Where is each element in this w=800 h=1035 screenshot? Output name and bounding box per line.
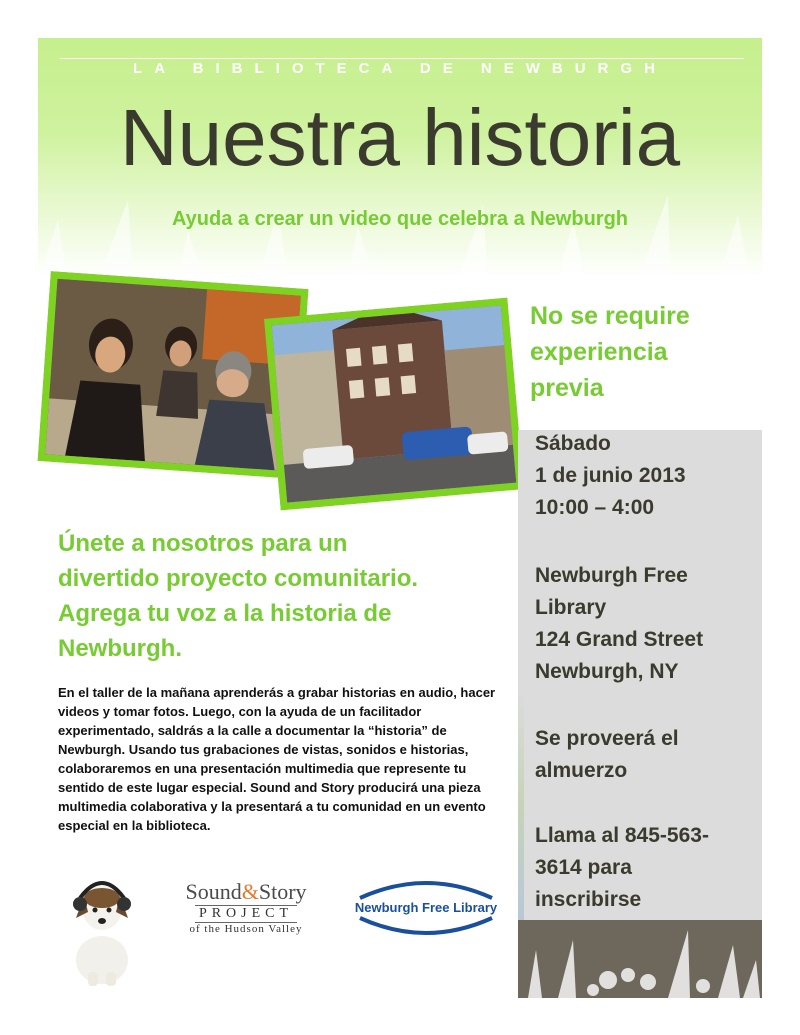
hudson-valley-label: of the Hudson Valley [189, 923, 303, 935]
street-photo [264, 298, 524, 511]
registration-call [535, 820, 709, 916]
newburgh-library-logo [348, 874, 504, 940]
sound-story-logo [162, 880, 330, 942]
dog-headphones-image [62, 868, 142, 986]
call-line: 3614 para [535, 856, 632, 879]
lunch-line: Se proveerá el [535, 727, 679, 750]
event-location [535, 560, 703, 688]
no-experience-line: experiencia [530, 338, 668, 366]
library-kicker: LA BIBLIOTECA DE NEWBURGH [133, 60, 667, 77]
ampersand: & [241, 879, 259, 904]
page-subtitle: Ayuda a crear un video que celebra a Newburgh [171, 208, 629, 230]
workshop-photo [38, 271, 309, 479]
location-line: Newburgh Free [535, 564, 688, 587]
location-line: 124 Grand Street [535, 628, 704, 651]
no-experience-line: previa [530, 374, 604, 402]
date-full: 1 de junio 2013 [535, 464, 686, 487]
invitation-heading [58, 526, 498, 666]
no-experience-note [530, 298, 760, 406]
location-line: Newburgh, NY [535, 660, 679, 683]
sound-word: Sound [185, 879, 242, 904]
header-rule [60, 58, 744, 59]
invitation-line: Agrega tu voz a la historia de [58, 600, 392, 627]
location-line: Library [535, 596, 607, 619]
library-logo-text: Newburgh Free Library [354, 900, 498, 915]
date-day: Sábado [535, 432, 611, 455]
call-line: Llama al 845-563- [535, 824, 709, 847]
event-date [535, 428, 686, 524]
no-experience-line: No se require [530, 302, 690, 330]
invitation-line: Únete a nosotros para un [58, 530, 348, 557]
page-title: Nuestra historia [119, 93, 681, 182]
sound-story-wordmark [162, 880, 330, 904]
invitation-line: divertido proyecto comunitario. [58, 565, 419, 592]
lunch-line: almuerzo [535, 759, 628, 782]
info-box-strip [518, 690, 524, 920]
flower-band [518, 920, 762, 998]
workshop-description: En el taller de la mañana aprenderás a grabar historias en audio, hacer videos y tomar fotos. Luego, con la ayuda de un facilitador experimentado, saldrás a la calle a documentar la “historia” de Newburgh. Usando tus grabaciones de vistas, sonidos e historias, colaboraremos en una presentación multimedia que represente tu sentido de este lugar especial. Sound and Story producirá una pieza multimedia colaborativa y la presentará a tu comunidad en un evento especial en la biblioteca. [58, 685, 496, 833]
call-line: inscribirse [535, 888, 642, 911]
date-time: 10:00 – 4:00 [535, 496, 655, 519]
project-word: PROJECT [195, 905, 297, 923]
invitation-line: Newburgh. [58, 635, 182, 662]
story-word: Story [258, 879, 307, 904]
lunch-note [535, 723, 679, 787]
